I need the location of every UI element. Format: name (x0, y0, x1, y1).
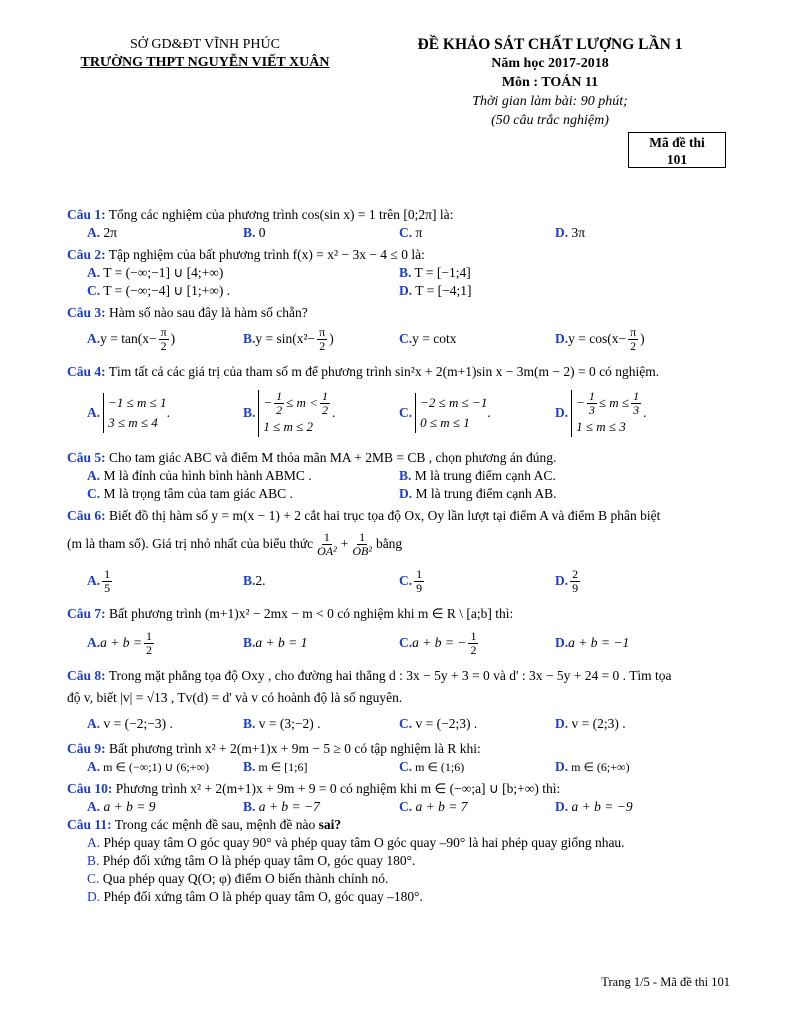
exam-code-label: Mã đề thi (649, 135, 705, 150)
option-text: v = (3;−2) . (255, 716, 321, 731)
fraction (628, 326, 638, 353)
question-text: Hàm số nào sau đây là hàm số chẵn? (105, 305, 308, 320)
question-text: Phương trình x² + 2(m+1)x + 9m + 9 = 0 có nghiệm khi m ∈ (−∞;a] ∪ [b;+∞) thì: (112, 781, 561, 796)
option-text: T = (−∞;−1] ∪ [4;+∞) (100, 265, 224, 280)
option-text: T = (−∞;−4] ∪ [1;+∞) . (100, 283, 231, 298)
fraction (102, 568, 112, 595)
numerator: 1 (276, 388, 283, 403)
fraction (315, 531, 339, 558)
question-6 (67, 507, 732, 601)
numerator: π (160, 324, 167, 339)
option-text: T = [−4;1] (412, 283, 472, 298)
option-c (87, 485, 399, 503)
option-letter: A. (87, 405, 101, 420)
exam-code-box (628, 132, 726, 168)
option-a (87, 798, 243, 816)
option-letter: C. (399, 759, 413, 774)
option-d (555, 390, 711, 437)
system-row: −1 ≤ m ≤ 1 (108, 395, 167, 410)
option-text: a + b = −9 (568, 799, 633, 814)
option-letter: C. (399, 225, 413, 240)
question-label: Câu 11: (67, 817, 112, 832)
numerator: 1 (588, 388, 595, 403)
option-letter: D. (555, 573, 569, 588)
option-c (399, 758, 555, 776)
question-label: Câu 10: (67, 781, 113, 796)
option-letter: A. (87, 331, 101, 346)
option-letter: B. (243, 573, 256, 588)
option-letter: B. (243, 405, 256, 420)
question-5 (67, 449, 732, 503)
fraction (631, 390, 641, 417)
option-b (399, 467, 711, 485)
option-b (243, 798, 399, 816)
school-name: TRƯỜNG THPT NGUYỄN VIẾT XUÂN (80, 55, 330, 70)
option-text: m ∈ (1;6) (412, 760, 465, 774)
exam-title: ĐỀ KHẢO SÁT CHẤT LƯỢNG LẦN 1 (417, 36, 683, 53)
option-text: π (412, 225, 423, 240)
denominator: 2 (321, 402, 328, 417)
option-letter: D. (555, 225, 569, 240)
question-emphasis: sai? (318, 817, 342, 832)
option-text: v = (−2;3) . (412, 716, 478, 731)
option-b (243, 634, 399, 652)
option-letter: B. (243, 225, 256, 240)
numerator: 1 (104, 566, 111, 581)
inequality-system (415, 393, 487, 433)
option-d (87, 888, 423, 906)
option-text: a + b = 9 (100, 799, 156, 814)
option-text: y = tan(x− (100, 331, 157, 346)
option-text: Phép đối xứng tâm O là phép quay tâm O, góc quay 180°. (99, 853, 416, 868)
denominator: 9 (572, 580, 579, 595)
option-a (87, 568, 243, 595)
option-letter: C. (399, 799, 413, 814)
option-text: m ∈ [1;6] (255, 760, 308, 774)
option-text: a + b = (100, 635, 142, 650)
option-text: a + b = −7 (255, 799, 320, 814)
option-d (555, 715, 711, 733)
question-text: Biết đồ thị hàm số y = m(x − 1) + 2 cắt hai trục tọa độ Ox, Oy lần lượt tại điểm A và điểm B phân biệt (105, 508, 661, 523)
option-b (243, 326, 399, 353)
system-row (576, 390, 643, 417)
fraction (414, 568, 424, 595)
option-a (87, 758, 243, 776)
denominator: 2 (470, 642, 477, 657)
option-c (399, 330, 555, 348)
option-a (87, 630, 243, 657)
option-letter: A. (87, 225, 101, 240)
system-row: 0 ≤ m ≤ 1 (420, 415, 470, 430)
option-letter: A. (87, 468, 101, 483)
option-b (399, 264, 711, 282)
question-text: Tổng các nghiệm của phương trình cos(sin x) = 1 trên [0;2π] là: (105, 207, 454, 222)
fraction (468, 630, 478, 657)
option-a (87, 467, 399, 485)
option-text: a + b = 1 (255, 635, 308, 650)
option-a (87, 326, 243, 353)
option-b (243, 572, 399, 590)
fraction (587, 390, 597, 417)
option-letter: D. (555, 759, 569, 774)
option-letter: C. (399, 405, 413, 420)
question-label: Câu 7: (67, 606, 106, 621)
fraction (320, 390, 330, 417)
option-text: Qua phép quay Q(O; φ) điểm O biến thành chính nó. (99, 871, 389, 886)
relation: ≤ m ≤ (598, 395, 630, 410)
numerator: π (319, 324, 326, 339)
option-b (243, 390, 399, 437)
option-letter: A. (87, 835, 101, 850)
exam-code-value: 101 (666, 152, 688, 167)
option-letter: D. (555, 331, 569, 346)
minus: − (576, 395, 585, 410)
denominator: 2 (145, 642, 152, 657)
page-footer: Trang 1/5 - Mã đề thi 101 (601, 975, 730, 989)
option-d (555, 758, 711, 776)
denominator: OA² (317, 543, 337, 558)
denominator: 2 (160, 338, 167, 353)
question-label: Câu 4: (67, 364, 106, 379)
question-9 (67, 740, 732, 776)
question-text: Bất phương trình (m+1)x² − 2mx − m < 0 có nghiệm khi m ∈ R \ [a;b] thì: (105, 606, 514, 621)
period: . (166, 405, 170, 420)
denominator: 3 (588, 402, 595, 417)
option-letter: D. (555, 716, 569, 731)
option-letter: D. (399, 283, 413, 298)
option-letter: B. (243, 759, 256, 774)
question-text-continued: (m là tham số). Giá trị nhỏ nhất của biểu thức (67, 536, 314, 551)
question-text-continued: độ v, biết |v| = √13 , Tv(d) = d' và v có hoành độ là số nguyên. (67, 690, 403, 705)
inequality-system (571, 390, 643, 437)
option-a (87, 834, 625, 852)
paren: ) (170, 331, 176, 346)
question-10 (67, 780, 732, 816)
question-label: Câu 6: (67, 508, 106, 523)
option-b (87, 852, 415, 870)
relation: ≤ m < (286, 395, 318, 410)
denominator: OB² (352, 543, 372, 558)
question-label: Câu 9: (67, 741, 106, 756)
option-text: 0 (255, 225, 266, 240)
option-letter: A. (87, 716, 101, 731)
option-text: v = (2;3) . (568, 716, 626, 731)
option-letter: B. (243, 635, 256, 650)
question-text-end: bằng (375, 536, 403, 551)
question-3 (67, 304, 732, 356)
question-8 (67, 667, 732, 733)
option-b (243, 715, 399, 733)
option-letter: D. (555, 635, 569, 650)
option-c (399, 798, 555, 816)
option-letter: A. (87, 635, 101, 650)
question-text: Bất phương trình x² + 2(m+1)x + 9m − 5 ≥ 0 có tập nghiệm là R khi: (105, 741, 481, 756)
option-letter: C. (87, 871, 100, 886)
option-text: y = sin(x²− (255, 331, 316, 346)
option-letter: A. (87, 265, 101, 280)
fraction (144, 630, 154, 657)
option-text: a + b = − (412, 635, 467, 650)
question-text: Trong các mệnh đề sau, mệnh đề nào (111, 817, 319, 832)
option-letter: A. (87, 573, 101, 588)
period: . (331, 405, 336, 420)
option-d (555, 224, 711, 242)
option-letter: D. (87, 889, 101, 904)
option-text: M là trọng tâm của tam giác ABC . (100, 486, 293, 501)
option-c (87, 282, 399, 300)
option-a (87, 715, 243, 733)
paren: ) (640, 331, 645, 346)
option-letter: B. (243, 331, 256, 346)
option-letter: A. (87, 759, 101, 774)
numerator: π (630, 324, 637, 339)
option-c (399, 715, 555, 733)
option-letter: B. (243, 716, 256, 731)
option-d (399, 485, 711, 503)
option-letter: C. (87, 486, 101, 501)
option-text: m ∈ (6;+∞) (568, 760, 630, 774)
system-row: 1 ≤ m ≤ 3 (576, 418, 626, 434)
header-right (370, 35, 730, 130)
denominator: 2 (319, 338, 326, 353)
option-a (87, 393, 243, 433)
option-c (399, 630, 555, 657)
denominator: 2 (276, 402, 283, 417)
option-text: Phép đối xứng tâm O là phép quay tâm O, góc quay –180°. (100, 889, 423, 904)
option-c (399, 568, 555, 595)
system-row (263, 390, 332, 417)
question-2 (67, 246, 732, 300)
inequality-system (103, 393, 166, 433)
option-d (555, 568, 711, 595)
option-c (87, 870, 388, 888)
system-row: 3 ≤ m ≤ 4 (108, 415, 158, 430)
question-4 (67, 363, 732, 445)
numerator: 1 (416, 566, 423, 581)
numerator: 2 (572, 566, 579, 581)
option-d (555, 634, 711, 652)
header-left (70, 36, 340, 72)
option-c (399, 393, 555, 433)
minus: − (263, 395, 273, 410)
question-count: (50 câu trắc nghiệm) (491, 113, 609, 128)
period: . (643, 405, 647, 420)
option-text: M là đỉnh của hình bình hành ABMC . (100, 468, 312, 483)
question-7 (67, 605, 732, 663)
option-text: 2. (255, 573, 266, 588)
paren: ) (329, 331, 334, 346)
question-text: Trong mặt phẳng tọa độ Oxy , cho đường hai thẳng d : 3x − 5y + 3 = 0 và d' : 3x − 5y + 24 = 0 . Tìm tọa (105, 668, 672, 683)
denominator: 3 (633, 402, 640, 417)
period: . (487, 405, 491, 420)
question-label: Câu 1: (67, 207, 106, 222)
denominator: 5 (104, 580, 111, 595)
question-label: Câu 8: (67, 668, 106, 683)
subject: Môn : TOÁN 11 (501, 75, 599, 90)
option-letter: C. (399, 331, 413, 346)
option-text: a + b = −1 (568, 635, 630, 650)
inequality-system (258, 390, 332, 437)
option-text: Phép quay tâm O góc quay 90° và phép quay tâm O góc quay –90° là hai phép quay giống nhau. (100, 835, 625, 850)
option-letter: A. (87, 799, 101, 814)
option-text: a + b = 7 (412, 799, 468, 814)
option-letter: B. (399, 265, 412, 280)
exam-duration: Thời gian làm bài: 90 phút; (472, 94, 628, 109)
option-text: v = (−2;−3) . (100, 716, 173, 731)
fraction (570, 568, 580, 595)
question-text: Cho tam giác ABC và điểm M thỏa mãn MA + 2MB = CB , chọn phương án đúng. (105, 450, 557, 465)
question-text: Tìm tất cả các giá trị của tham số m để phương trình sin²x + 2(m+1)sin x − 3m(m − 2) = 0 có nghiệm. (105, 364, 660, 379)
option-letter: B. (399, 468, 412, 483)
department-name: SỞ GD&ĐT VĨNH PHÚC (129, 37, 280, 52)
option-letter: C. (399, 716, 413, 731)
option-d (555, 798, 711, 816)
question-text: Tập nghiệm của bất phương trình f(x) = x² − 3x − 4 ≤ 0 là: (105, 247, 425, 262)
denominator: 2 (630, 338, 637, 353)
option-b (243, 224, 399, 242)
option-c (399, 224, 555, 242)
numerator: 1 (359, 529, 366, 544)
numerator: 1 (321, 388, 328, 403)
system-row: 1 ≤ m ≤ 2 (263, 418, 314, 434)
option-letter: B. (243, 799, 256, 814)
fraction (159, 326, 169, 353)
option-letter: D. (399, 486, 413, 501)
option-text: M là trung điểm cạnh AB. (412, 486, 557, 501)
option-a (87, 264, 399, 282)
option-text: 2π (100, 225, 118, 240)
fraction (350, 531, 374, 558)
denominator: 9 (416, 580, 423, 595)
option-letter: B. (87, 853, 100, 868)
option-d (555, 326, 711, 353)
school-year: Năm học 2017-2018 (491, 56, 609, 71)
option-letter: C. (399, 635, 413, 650)
option-letter: D. (555, 799, 569, 814)
option-a (87, 224, 243, 242)
option-b (243, 758, 399, 776)
question-1 (67, 206, 732, 242)
numerator: 1 (470, 628, 477, 643)
question-label: Câu 2: (67, 247, 106, 262)
option-text: y = cos(x− (568, 331, 627, 346)
numerator: 1 (633, 388, 640, 403)
question-list (67, 206, 732, 906)
option-letter: D. (555, 405, 569, 420)
option-text: T = [−1;4] (411, 265, 471, 280)
option-text: y = cotx (412, 331, 457, 346)
fraction (274, 390, 284, 417)
option-d (399, 282, 711, 300)
question-label: Câu 3: (67, 305, 106, 320)
numerator: 1 (145, 628, 152, 643)
question-11 (67, 816, 732, 906)
option-text: 3π (568, 225, 586, 240)
system-row: −2 ≤ m ≤ −1 (420, 395, 488, 410)
option-text: M là trung điểm cạnh AC. (411, 468, 556, 483)
fraction (317, 326, 327, 353)
option-letter: C. (399, 573, 413, 588)
plus-sign: + (340, 536, 349, 551)
question-label: Câu 5: (67, 450, 106, 465)
numerator: 1 (323, 529, 330, 544)
option-letter: C. (87, 283, 101, 298)
option-text: m ∈ (−∞;1) ∪ (6;+∞) (100, 760, 209, 774)
